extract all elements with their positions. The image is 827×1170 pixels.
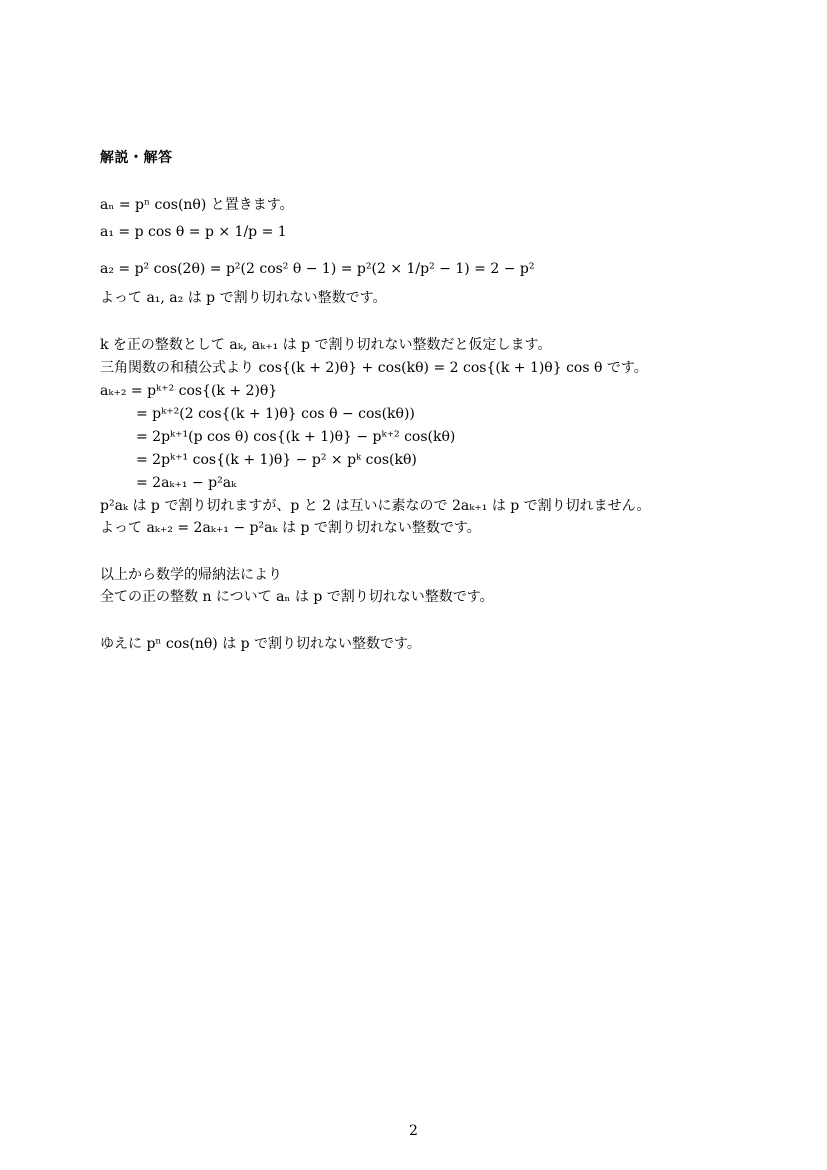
page-number: 2 <box>409 1123 418 1139</box>
text-line: p²aₖ は p で割り切れますが、p と 2 は互いに素なので 2aₖ₊₁ は p で割り切れません。 <box>100 498 651 514</box>
text-line: 全ての正の整数 n について aₙ は p で割り切れない整数です。 <box>100 589 494 605</box>
equation-line: a₂ = p² cos(2θ) = p²(2 cos² θ − 1) = p²(2 × 1/p² − 1) = 2 − p² <box>100 261 535 277</box>
text-line: 以上から数学的帰納法により <box>100 567 282 583</box>
text-line: よって a₁, a₂ は p で割り切れない整数です。 <box>100 290 387 306</box>
section-heading: 解説・解答 <box>100 150 173 166</box>
equation-line: aₖ₊₂ = pᵏ⁺² cos{(k + 2)θ} <box>100 383 278 399</box>
text-line: aₙ = pⁿ cos(nθ) と置きます。 <box>100 197 294 213</box>
equation-line: a₁ = p cos θ = p × 1/p = 1 <box>100 224 287 240</box>
equation-line: = 2aₖ₊₁ − p²aₖ <box>136 475 237 491</box>
text-line: k を正の整数として aₖ, aₖ₊₁ は p で割り切れない整数だと仮定します。 <box>100 337 552 353</box>
text-line: よって aₖ₊₂ = 2aₖ₊₁ − p²aₖ は p で割り切れない整数です。 <box>100 520 481 536</box>
equation-line: = 2pᵏ⁺¹ cos{(k + 1)θ} − p² × pᵏ cos(kθ) <box>136 452 417 468</box>
equation-line: = pᵏ⁺²(2 cos{(k + 1)θ} cos θ − cos(kθ)) <box>136 406 415 422</box>
text-line: 三角関数の和積公式より cos{(k + 2)θ} + cos(kθ) = 2 cos{(k + 1)θ} cos θ です。 <box>100 360 648 376</box>
equation-line: = 2pᵏ⁺¹(p cos θ) cos{(k + 1)θ} − pᵏ⁺² cos(kθ) <box>136 429 456 445</box>
text-line: ゆえに pⁿ cos(nθ) は p で割り切れない整数です。 <box>100 636 421 652</box>
